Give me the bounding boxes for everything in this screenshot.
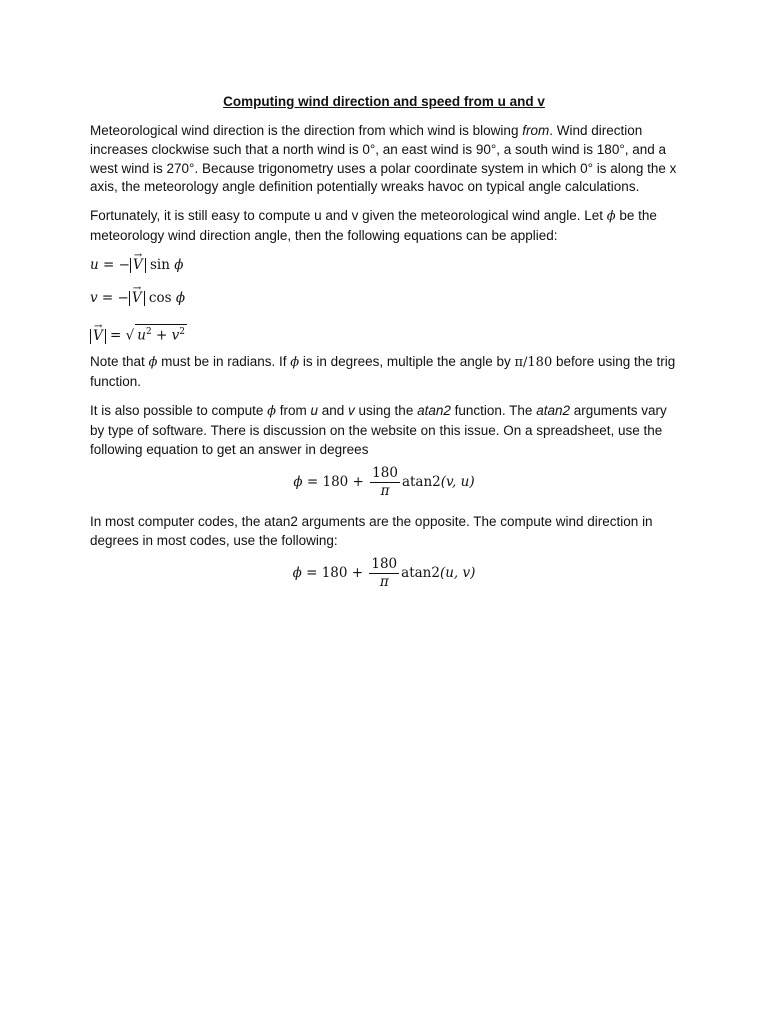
- p4-v: v: [348, 403, 355, 418]
- p1-emphasis-from: from: [522, 123, 550, 138]
- eq3-plus: +: [151, 327, 172, 344]
- eq1-function: sin: [149, 257, 170, 273]
- eq1-phi: ϕ: [174, 257, 184, 273]
- eq2-function: cos: [148, 290, 172, 306]
- p4-atan2-1: atan2: [417, 403, 451, 418]
- equation-computer-codes: [0, 556, 768, 591]
- p4-phi: ϕ: [267, 404, 276, 419]
- equation-v: [90, 290, 185, 306]
- p4-text-e: function. The: [450, 403, 537, 418]
- eq1-lhs: u: [90, 257, 99, 273]
- p1-text-before: Meteorological wind direction is the direction from which wind is blowing: [90, 123, 523, 138]
- p3-phi-2: ϕ: [290, 355, 300, 370]
- p3-text-c: is in degrees, multiple the angle by: [299, 354, 515, 369]
- eq3-exponent-b: 2: [179, 327, 185, 337]
- eq2-phi: ϕ: [175, 290, 186, 306]
- p4-atan2-2: atan2: [536, 403, 570, 418]
- eq4-function: atan2: [401, 474, 441, 490]
- p2-text-before: Fortunately, it is still easy to compute u and v given the meteorological wind angle. Let: [90, 208, 607, 223]
- p4-u: u: [310, 403, 318, 418]
- p3-phi-1: ϕ: [148, 355, 158, 370]
- eq5-equals: = 180 +: [301, 565, 368, 581]
- eq4-denominator: π: [380, 483, 390, 499]
- p3-pi-over-180: π/180: [514, 355, 553, 370]
- paragraph-compute-uv: [90, 207, 680, 246]
- eq4-fraction: [370, 465, 400, 500]
- p3-text-d: before using the trig function.: [90, 354, 676, 389]
- eq2-magnitude: [129, 291, 145, 306]
- paragraph-atan2: [90, 402, 680, 459]
- document-title: Computing wind direction and speed from u and v: [223, 94, 545, 109]
- eq3-magnitude: [90, 329, 106, 344]
- eq5-fraction: [369, 556, 399, 591]
- eq1-equals: = −: [98, 257, 130, 273]
- eq4-args: (v, u): [440, 474, 475, 490]
- p4-text-b: from: [275, 403, 311, 418]
- eq3-radicand: [135, 324, 187, 344]
- eq2-lhs: v: [90, 290, 98, 306]
- p2-text-after: be the meteorology wind direction angle, then the following equations can be applied:: [90, 208, 657, 243]
- eq3-sqrt-sign: √: [125, 327, 135, 344]
- eq5-denominator: π: [379, 574, 389, 590]
- p3-text-a: Note that: [90, 354, 149, 369]
- eq3-exponent-a: 2: [145, 327, 152, 337]
- eq2-equals: = −: [97, 290, 129, 306]
- eq3-vector-v: → V: [93, 329, 103, 344]
- eq3-v: v: [171, 327, 180, 344]
- eq5-function: atan2: [401, 565, 440, 581]
- eq4-phi: ϕ: [293, 474, 303, 490]
- eq3-equals: =: [105, 327, 126, 344]
- eq5-numerator: 180: [371, 556, 398, 572]
- eq5-args: (u, v): [439, 565, 476, 581]
- p4-text-c: and: [318, 403, 349, 418]
- p1-text-after: . Wind direction increases clockwise such that a north wind is 0°, an east wind is 90°, a south wind is 180°, and a west wind is 270°. Because trigonometry uses a polar coordinate system in which 0° is along the x axis, the meteorology angle definition potentially wreaks havoc on typical angle calculations.: [90, 123, 677, 195]
- p4-text-f: arguments vary by type of software. There is discussion on the website on this issue. On a spreadsheet, use the following equation to get an answer in degrees: [90, 403, 667, 457]
- p2-phi: ϕ: [606, 209, 616, 224]
- eq1-magnitude: [130, 258, 146, 273]
- p4-text-d: using the: [354, 403, 418, 418]
- paragraph-computer-codes: [90, 513, 680, 551]
- equation-spreadsheet: [0, 465, 768, 500]
- paragraph-radians-note: [90, 353, 680, 392]
- eq1-vector-v: → V: [133, 258, 143, 273]
- eq4-equals: = 180 +: [302, 474, 369, 490]
- equation-u: [90, 257, 183, 273]
- paragraph-wind-direction-definition: [90, 122, 680, 197]
- equation-magnitude: [90, 324, 187, 344]
- eq2-vector-v: → V: [132, 291, 142, 306]
- p3-text-b: must be in radians. If: [157, 354, 291, 369]
- eq4-numerator: 180: [372, 465, 398, 481]
- p4-text-a: It is also possible to compute: [90, 403, 268, 418]
- p5-text: In most computer codes, the atan2 arguments are the opposite. The compute wind direction in degrees in most codes, use the following:: [90, 514, 653, 548]
- eq3-u: u: [137, 327, 146, 344]
- eq5-phi: ϕ: [292, 565, 302, 581]
